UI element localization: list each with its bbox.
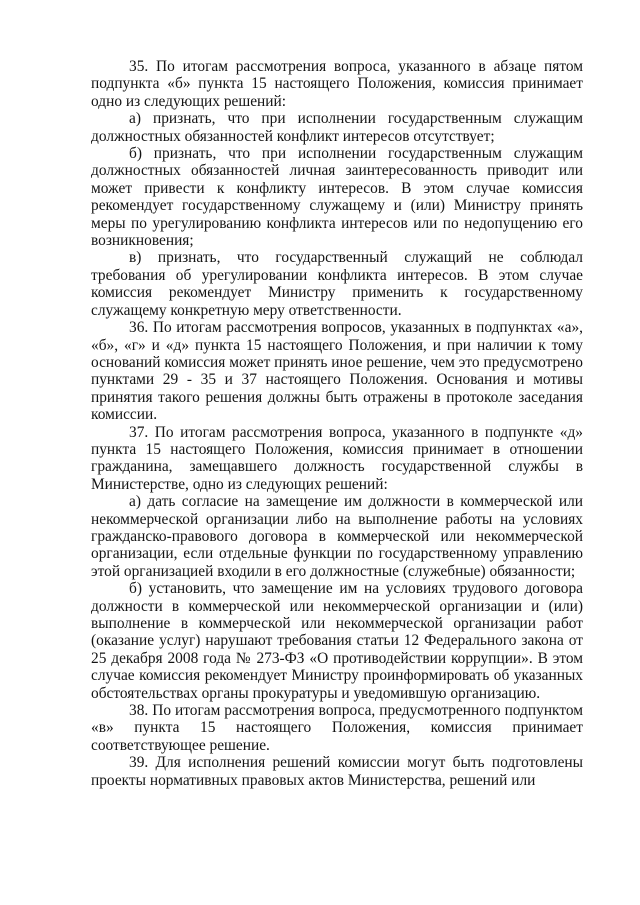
paragraph-35-a: а) признать, что при исполнении государственным служащим должностных обязанностей конфликт интересов отсутствует; <box>91 110 583 145</box>
paragraph-37-b: б) установить, что замещение им на условиях трудового договора должности в коммерческой или некоммерческой организации и (или) выполнение в коммерческой или некоммерческой организации работ (оказание услуг) нарушают требования статьи 12 Федерального закона от 25 декабря 2008 года № 273-ФЗ «О противодействии коррупции». В этом случае комиссия рекомендует Министру проинформировать об указанных обстоятельствах органы прокуратуры и уведомившую организацию. <box>91 580 583 702</box>
paragraph-37-a: а) дать согласие на замещение им должности в коммерческой или некоммерческой организации либо на выполнение работы на условиях гражданско-правового договора в коммерческой или некоммерческой организации, если отдельные функции по государственному управлению этой организацией входили в его должностные (служебные) обязанности; <box>91 493 583 580</box>
paragraph-38: 38. По итогам рассмотрения вопроса, предусмотренного подпунктом «в» пункта 15 настоящего Положения, комиссия принимает соответствующее решение. <box>91 702 583 754</box>
paragraph-37: 37. По итогам рассмотрения вопроса, указанного в подпункте «д» пункта 15 настоящего Положения, комиссия принимает в отношении гражданина, замещавшего должность государственной службы в Министерстве, одно из следующих решений: <box>91 423 583 493</box>
paragraph-35-b: б) признать, что при исполнении государственным служащим должностных обязанностей личная заинтересованность приводит или может привести к конфликту интересов. В этом случае комиссия рекомендует государственному служащему и (или) Министру принять меры по урегулированию конфликта интересов или по недопущению его возникновения; <box>91 145 583 250</box>
document-body <box>91 58 583 789</box>
paragraph-39: 39. Для исполнения решений комиссии могут быть подготовлены проекты нормативных правовых актов Министерства, решений или <box>91 754 583 789</box>
paragraph-36: 36. По итогам рассмотрения вопросов, указанных в подпунктах «а», «б», «г» и «д» пункта 15 настоящего Положения, и при наличии к тому оснований комиссия может принять иное решение, чем это предусмотрено пунктами 29 - 35 и 37 настоящего Положения. Основания и мотивы принятия такого решения должны быть отражены в протоколе заседания комиссии. <box>91 319 583 424</box>
paragraph-35: 35. По итогам рассмотрения вопроса, указанного в абзаце пятом подпункта «б» пункта 15 настоящего Положения, комиссия принимает одно из следующих решений: <box>91 58 583 110</box>
paragraph-35-v: в) признать, что государственный служащий не соблюдал требования об урегулировании конфликта интересов. В этом случае комиссия рекомендует Министру применить к государственному служащему конкретную меру ответственности. <box>91 249 583 319</box>
